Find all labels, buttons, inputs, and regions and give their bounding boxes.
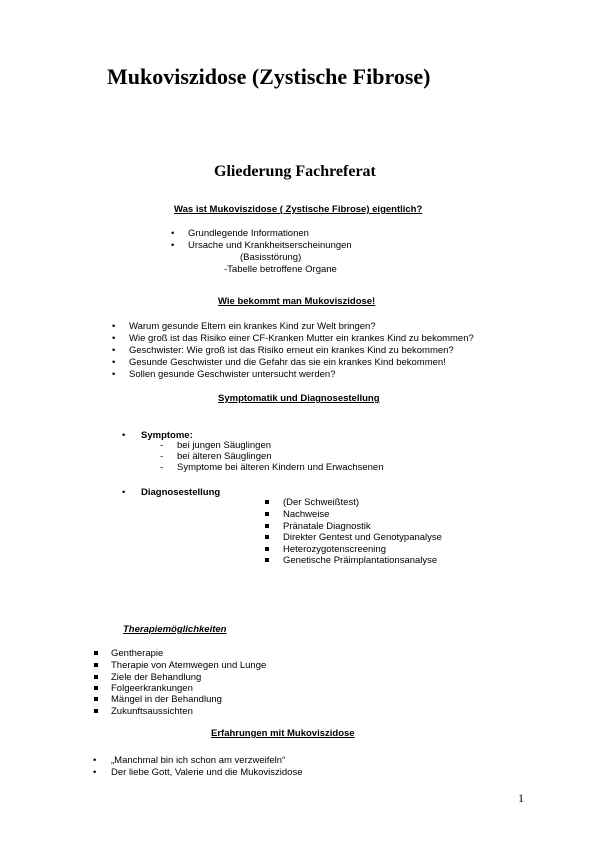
square-bullet-icon bbox=[94, 709, 98, 713]
bullet-icon: • bbox=[171, 228, 175, 239]
dash-icon: - bbox=[160, 462, 164, 473]
list-item: Sollen gesunde Geschwister untersucht werden? bbox=[129, 369, 336, 380]
square-bullet-icon bbox=[94, 686, 98, 690]
document-subtitle: Gliederung Fachreferat bbox=[214, 163, 376, 180]
diagnose-label: Diagnosestellung bbox=[141, 487, 221, 498]
list-subitem: Symptome bei älteren Kindern und Erwachsenen bbox=[177, 462, 384, 473]
square-bullet-icon bbox=[265, 512, 269, 516]
list-item: Ursache und Krankheitserscheinungen bbox=[188, 240, 352, 251]
square-bullet-icon bbox=[265, 535, 269, 539]
list-item: Therapie von Atemwegen und Lunge bbox=[111, 660, 267, 671]
section-heading-4: Therapiemöglichkeiten bbox=[123, 624, 227, 635]
list-subitem: Heterozygotenscreening bbox=[283, 544, 386, 555]
bullet-icon: • bbox=[122, 430, 126, 441]
list-subitem: (Der Schweißtest) bbox=[283, 497, 360, 508]
list-item: Ziele der Behandlung bbox=[111, 672, 202, 683]
list-item: Folgeerkrankungen bbox=[111, 683, 193, 694]
document-title: Mukoviszidose (Zystische Fibrose) bbox=[107, 64, 431, 89]
section-heading-2: Wie bekommt man Mukoviszidose! bbox=[218, 296, 376, 307]
list-item: Zukunftsaussichten bbox=[111, 706, 193, 717]
list-item: Gentherapie bbox=[111, 648, 164, 659]
square-bullet-icon bbox=[265, 524, 269, 528]
list-item: Grundlegende Informationen bbox=[188, 228, 309, 239]
square-bullet-icon bbox=[265, 500, 269, 504]
bullet-icon: • bbox=[112, 357, 116, 368]
bullet-icon: • bbox=[112, 369, 116, 380]
bullet-icon: • bbox=[112, 333, 116, 344]
square-bullet-icon bbox=[265, 558, 269, 562]
bullet-icon: • bbox=[93, 755, 97, 766]
list-item: Wie groß ist das Risiko einer CF-Kranken Mutter ein krankes Kind zu bekommen? bbox=[129, 333, 474, 344]
bullet-icon: • bbox=[93, 767, 97, 778]
dash-icon: - bbox=[160, 440, 164, 451]
list-subitem: Nachweise bbox=[283, 509, 330, 520]
square-bullet-icon bbox=[265, 547, 269, 551]
list-subitem: bei jungen Säuglingen bbox=[177, 440, 272, 451]
dash-icon: - bbox=[160, 451, 164, 462]
symptome-label: Symptome: bbox=[141, 430, 193, 441]
list-subitem: bei älteren Säuglingen bbox=[177, 451, 272, 462]
bullet-icon: • bbox=[122, 487, 126, 498]
list-item: Warum gesunde Eltern ein krankes Kind zur Welt bringen? bbox=[129, 321, 376, 332]
list-subitem: -Tabelle betroffene Organe bbox=[224, 264, 337, 275]
list-item: „Manchmal bin ich schon am verzweifeln“ bbox=[111, 755, 286, 766]
square-bullet-icon bbox=[94, 697, 98, 701]
list-item: Gesunde Geschwister und die Gefahr das sie ein krankes Kind bekommen! bbox=[129, 357, 446, 368]
list-subitem: Pränatale Diagnostik bbox=[283, 521, 371, 532]
section-heading-3: Symptomatik und Diagnosestellung bbox=[218, 393, 380, 404]
square-bullet-icon bbox=[94, 663, 98, 667]
list-item: Der liebe Gott, Valerie und die Mukoviszidose bbox=[111, 767, 303, 778]
bullet-icon: • bbox=[112, 345, 116, 356]
section-heading-1: Was ist Mukoviszidose ( Zystische Fibrose) eigentlich? bbox=[174, 204, 423, 215]
bullet-icon: • bbox=[112, 321, 116, 332]
list-subitem: Direkter Gentest und Genotypanalyse bbox=[283, 532, 442, 543]
square-bullet-icon bbox=[94, 675, 98, 679]
bullet-icon: • bbox=[171, 240, 175, 251]
list-subitem: (Basisstörung) bbox=[240, 252, 302, 263]
list-subitem: Genetische Präimplantationsanalyse bbox=[283, 555, 438, 566]
section-heading-5: Erfahrungen mit Mukoviszidose bbox=[211, 728, 355, 739]
page-number: 1 bbox=[518, 791, 524, 805]
list-item: Geschwister: Wie groß ist das Risiko erneut ein krankes Kind zu bekommen? bbox=[129, 345, 454, 356]
square-bullet-icon bbox=[94, 651, 98, 655]
list-item: Mängel in der Behandlung bbox=[111, 694, 222, 705]
